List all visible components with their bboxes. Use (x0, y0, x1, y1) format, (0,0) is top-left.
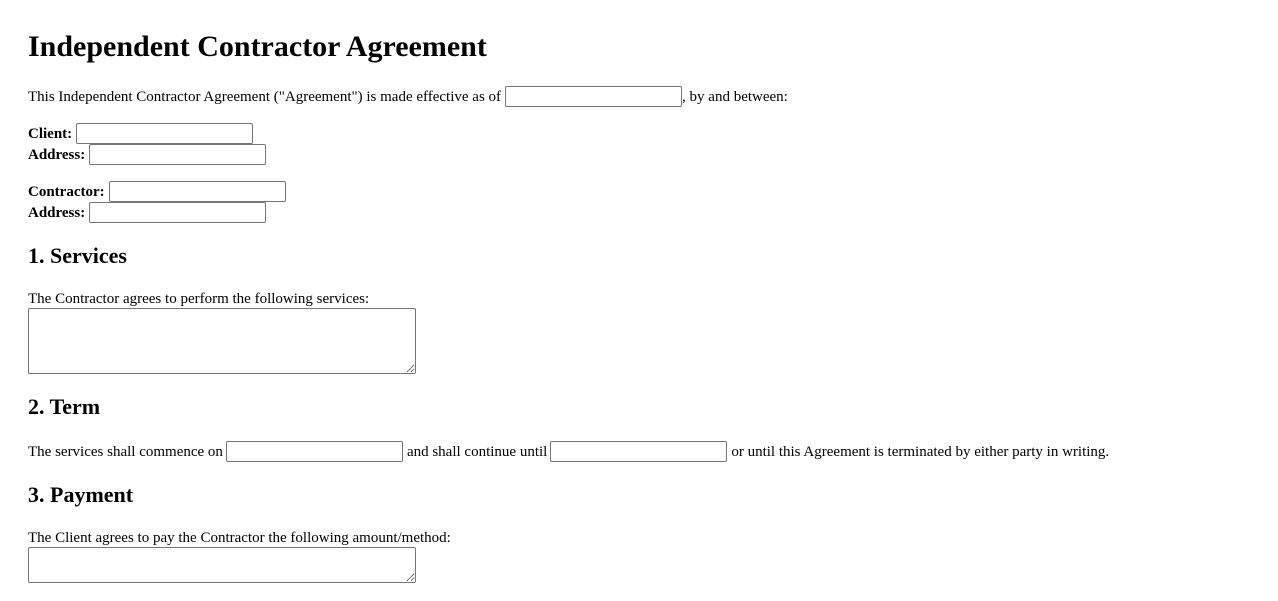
services-text (28, 289, 369, 309)
services-heading: 1. Services (28, 243, 127, 268)
client-name-label: Client: (28, 125, 73, 142)
page-title: Independent Contractor Agreement (28, 30, 487, 63)
intro-prefix: This Independent Contractor Agreement ("Agreement") is made effective as of (28, 88, 502, 105)
term-line (28, 441, 1109, 462)
contractor-name-label: Contractor: (28, 183, 105, 200)
term-heading: 2. Term (28, 394, 101, 419)
services-description: The Contractor agrees to perform the following services: (28, 291, 370, 307)
contractor-address-row (28, 202, 266, 223)
term-suffix: or until this Agreement is terminated by either party in writing. (731, 443, 1110, 460)
term-middle: and shall continue until (406, 443, 548, 460)
client-address-input[interactable] (89, 144, 266, 165)
client-name-input[interactable] (76, 123, 253, 144)
intro-line (28, 86, 788, 107)
payment-text (28, 528, 451, 548)
contractor-name-input[interactable] (109, 181, 286, 202)
client-name-row (28, 123, 253, 144)
term-end-input[interactable] (550, 441, 727, 462)
contractor-address-label: Address: (28, 204, 86, 221)
term-prefix: The services shall commence on (28, 443, 223, 460)
term-start-input[interactable] (226, 441, 403, 462)
client-address-label: Address: (28, 146, 86, 163)
intro-suffix: , by and between: (682, 88, 788, 105)
payment-textarea[interactable] (28, 547, 416, 583)
effective-date-input[interactable] (505, 86, 682, 107)
client-address-row (28, 144, 266, 165)
payment-heading: 3. Payment (28, 482, 134, 507)
contractor-name-row (28, 181, 286, 202)
payment-description: The Client agrees to pay the Contractor the following amount/method: (28, 530, 451, 546)
contractor-address-input[interactable] (89, 202, 266, 223)
services-textarea[interactable] (28, 308, 416, 374)
